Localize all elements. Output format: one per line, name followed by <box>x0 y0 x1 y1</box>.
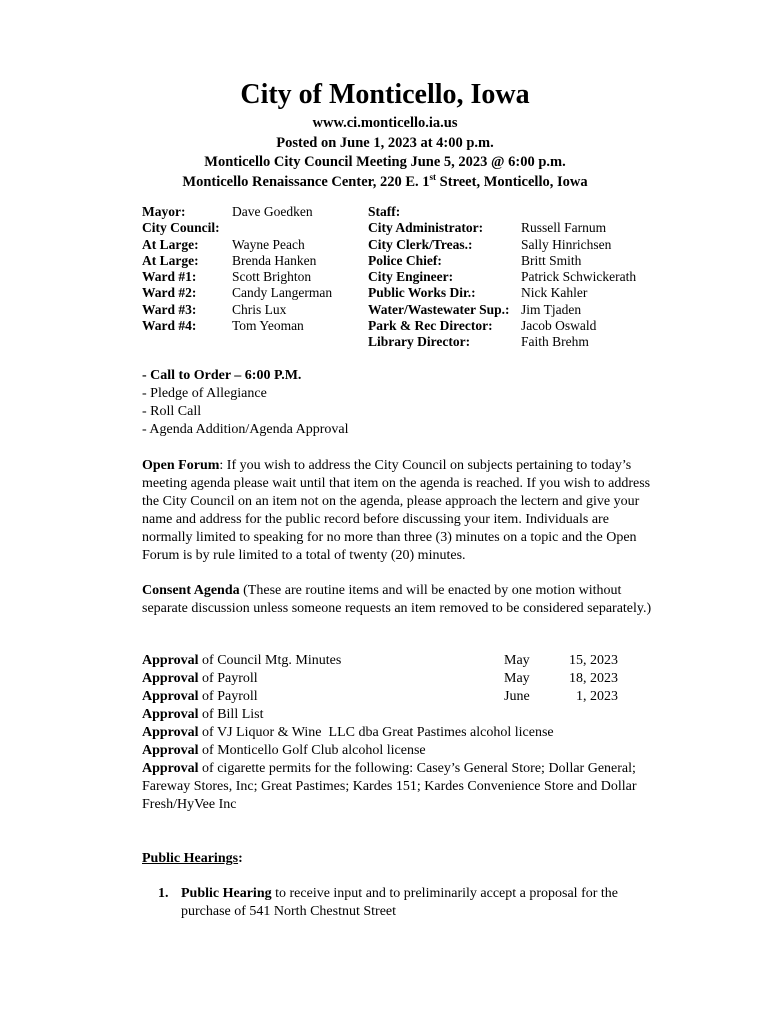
council-roster <box>142 204 332 334</box>
approval-label: Approval <box>142 707 199 722</box>
council-row <box>142 237 332 253</box>
approval-item <box>142 760 642 814</box>
staff-label: Library Director: <box>368 334 471 350</box>
page-title: City of Monticello, Iowa <box>240 79 530 110</box>
staff-label: City Engineer: <box>368 269 454 285</box>
location-line <box>0 173 770 193</box>
consent-section <box>142 582 662 618</box>
staff-label: Public Works Dir.: <box>368 285 476 301</box>
council-row <box>142 302 332 318</box>
approval-item <box>142 652 662 670</box>
staff-name: Russell Farnum <box>521 220 607 236</box>
approval-label: Approval <box>142 671 199 686</box>
council-label: Mayor: <box>142 204 186 219</box>
approval-text: of VJ Liquor & Wine LLC dba Great Pastimes alcohol license <box>198 725 554 740</box>
staff-roster <box>368 204 636 351</box>
council-row <box>142 253 332 269</box>
council-label: Ward #2: <box>142 285 197 301</box>
location-superscript: st <box>429 171 437 182</box>
council-row <box>142 220 332 236</box>
approval-text: of cigarette permits for the following: Casey’s General Store; Dollar General; Fareway Stores, Inc; Great Pastimes; Kardes 151; Kardes Convenience Store and Dollar Fresh/HyVee Inc <box>142 761 637 812</box>
council-label: Ward #3: <box>142 301 197 317</box>
council-name: Wayne Peach <box>232 236 305 252</box>
staff-name: Faith Brehm <box>521 334 589 350</box>
approval-item <box>142 724 662 742</box>
council-row <box>142 318 332 334</box>
staff-heading: Staff: <box>368 204 401 219</box>
staff-label: City Administrator: <box>368 220 484 236</box>
approval-item <box>142 742 662 760</box>
approval-item <box>142 670 662 688</box>
consent-label: Consent Agenda <box>142 583 240 598</box>
approval-text: of Council Mtg. Minutes <box>198 653 342 668</box>
council-label: Ward #4: <box>142 318 197 334</box>
approval-item <box>142 706 662 724</box>
approval-date: 1, 2023 <box>576 689 618 704</box>
council-label: At Large: <box>142 236 199 252</box>
council-name: Brenda Hanken <box>232 252 317 268</box>
approval-label: Approval <box>142 761 199 776</box>
staff-label: Water/Wastewater Sup.: <box>368 301 510 317</box>
hearing-label: Public Hearing <box>181 886 272 901</box>
approval-month: June <box>504 689 530 704</box>
staff-heading-row <box>368 204 636 220</box>
approval-date: 15, 2023 <box>569 653 618 668</box>
staff-label: Park & Rec Director: <box>368 318 493 334</box>
staff-name: Sally Hinrichsen <box>521 236 612 252</box>
open-forum-section <box>142 457 662 565</box>
public-hearings-title-line <box>142 850 662 868</box>
staff-name: Britt Smith <box>521 252 582 268</box>
council-name: Tom Yeoman <box>232 318 304 334</box>
council-label: Ward #1: <box>142 269 197 285</box>
open-forum-text: : If you wish to address the City Council on subjects pertaining to today’s meeting agenda please wait until that item on the agenda is reached. If you wish to address the City Council on an item not on the agenda, please approach the lectern and give your name and address for the public record before discussing your item. Individuals are normally limited to speaking for no more than three (3) minutes on a topic and the Open Forum is by rule limited to a total of twenty (20) minutes. <box>142 458 651 563</box>
location-text: Monticello Renaissance Center, 220 E. 1 <box>182 173 430 190</box>
council-name: Chris Lux <box>232 301 287 317</box>
order-item: - Pledge of Allegiance <box>142 386 267 401</box>
staff-row <box>368 302 636 318</box>
order-item: - Agenda Addition/Agenda Approval <box>142 422 349 437</box>
staff-row <box>368 285 636 301</box>
approval-text: of Bill List <box>198 707 264 722</box>
document-header <box>0 78 770 192</box>
council-name: Scott Brighton <box>232 269 312 285</box>
council-label: At Large: <box>142 252 199 268</box>
staff-row <box>368 220 636 236</box>
order-section <box>142 367 662 439</box>
approval-text: of Payroll <box>198 671 258 686</box>
council-row <box>142 204 332 220</box>
approval-label: Approval <box>142 653 199 668</box>
call-to-order: - Call to Order – 6:00 P.M. <box>142 368 302 383</box>
council-name: Candy Langerman <box>232 285 333 301</box>
approval-label: Approval <box>142 743 199 758</box>
consent-text: (These are routine items and will be enacted by one motion without separate discussion unless someone requests an item removed to be considered separately.) <box>142 583 652 616</box>
public-hearings-heading <box>142 850 662 868</box>
staff-row <box>368 334 636 350</box>
public-hearings-colon: : <box>238 851 243 866</box>
order-item: - Roll Call <box>142 404 202 419</box>
hearing-text: to receive input and to preliminarily accept a proposal for the purchase of 541 North Chestnut Street <box>181 886 618 919</box>
council-row <box>142 285 332 301</box>
staff-name: Patrick Schwickerath <box>521 269 637 285</box>
approval-label: Approval <box>142 689 199 704</box>
open-forum-paragraph <box>142 457 662 565</box>
approval-date: 18, 2023 <box>569 671 618 686</box>
staff-name: Jacob Oswald <box>521 318 597 334</box>
approval-item <box>142 688 662 706</box>
approval-text: of Payroll <box>198 689 258 704</box>
meeting-line: Monticello City Council Meeting June 5, 2023 @ 6:00 p.m. <box>204 154 566 170</box>
council-name: Dave Goedken <box>232 204 313 219</box>
approvals-list <box>142 652 662 814</box>
hearing-number: 1. <box>158 886 169 901</box>
approval-month: May <box>504 671 530 686</box>
staff-row <box>368 237 636 253</box>
posted-line: Posted on June 1, 2023 at 4:00 p.m. <box>276 134 494 151</box>
staff-name: Nick Kahler <box>521 285 588 301</box>
hearing-text-block <box>181 885 658 921</box>
consent-paragraph <box>142 582 662 618</box>
staff-row <box>368 269 636 285</box>
staff-label: Police Chief: <box>368 252 442 268</box>
open-forum-label: Open Forum <box>142 458 220 473</box>
public-hearings-title: Public Hearings <box>142 851 239 866</box>
council-label: City Council: <box>142 220 220 236</box>
staff-label: City Clerk/Treas.: <box>368 236 473 252</box>
public-hearing-item <box>158 885 658 921</box>
location-text-end: Street, Monticello, Iowa <box>436 173 588 190</box>
staff-row <box>368 318 636 334</box>
council-row <box>142 269 332 285</box>
website-line: www.ci.monticello.ia.us <box>312 115 458 131</box>
approval-month: May <box>504 653 530 668</box>
staff-name: Jim Tjaden <box>521 301 582 317</box>
approval-text: of Monticello Golf Club alcohol license <box>198 743 426 758</box>
approval-label: Approval <box>142 725 199 740</box>
staff-row <box>368 253 636 269</box>
